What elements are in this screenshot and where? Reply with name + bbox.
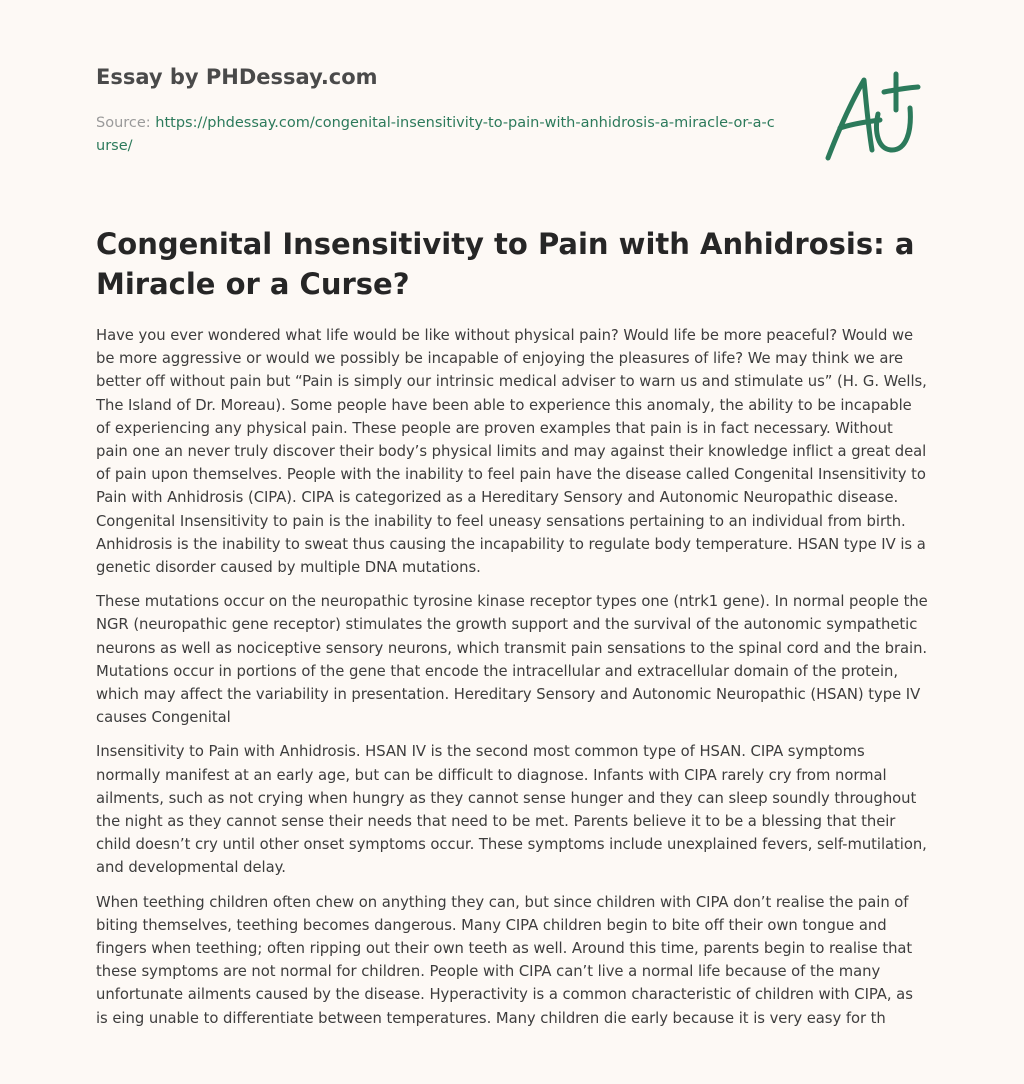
a-plus-logo-icon	[820, 70, 924, 166]
source-link[interactable]: https://phdessay.com/congenital-insensitivity-to-pain-with-anhidrosis-a-miracle-or-a-curse/	[96, 115, 775, 154]
essay-paragraph: Have you ever wondered what life would be like without physical pain? Would life be more peaceful? Would we be more aggressive or would we possibly be incapable of enjoying the pleasures of life? We may think we are better off without pain but “Pain is simply our intrinsic medical adviser to warn us and stimulate us” (H. G. Wells, The Island of Dr. Moreau). Some people have been able to experience this anomaly, the ability to be incapable of experiencing any physical pain. These people are proven examples that pain is in fact necessary. Without pain one an never truly discover their body’s physical limits and may against their knowledge inflict a great deal of pain upon themselves. People with the inability to feel pain have the disease called Congenital Insensitivity to Pain with Anhidrosis (CIPA). CIPA is categorized as a Hereditary Sensory and Autonomic Neuropathic disease. Congenital Insensitivity to pain is the inability to feel uneasy sensations pertaining to an individual from birth. Anhidrosis is the inability to sweat thus causing the incapability to regulate body temperature. HSAN type IV is a genetic disorder caused by multiple DNA mutations.	[96, 327, 927, 577]
source-line	[96, 112, 776, 158]
essay-paragraph: These mutations occur on the neuropathic tyrosine kinase receptor types one (ntrk1 gene). In normal people the NGR (neuropathic gene receptor) stimulates the growth support and the survival of the autonomic sympathetic neurons as well as nociceptive sensory neurons, which transmit pain sensations to the spinal cord and the brain. Mutations occur in portions of the gene that encode the intracellular and extracellular domain of the protein, which may affect the variability in presentation. Hereditary Sensory and Autonomic Neuropathic (HSAN) type IV causes Congenital	[96, 593, 928, 727]
essay-title: Congenital Insensitivity to Pain with Anhidrosis: a Miracle or a Curse?	[96, 227, 915, 301]
essay-paragraph: Insensitivity to Pain with Anhidrosis. HSAN IV is the second most common type of HSAN. CIPA symptoms normally manifest at an early age, but can be difficult to diagnose. Infants with CIPA rarely cry from normal ailments, such as not crying when hungry as they cannot sense hunger and they can sleep soundly throughout the night as they cannot sense their needs that need to be met. Parents believe it to be a blessing that their child doesn’t cry until other onset symptoms occur. These symptoms include unexplained fevers, self-mutilation, and developmental delay.	[96, 743, 927, 877]
essay-paragraph: When teething children often chew on anything they can, but since children with CIPA don’t realise the pain of biting themselves, teething becomes dangerous. Many CIPA children begin to bite off their own tongue and fingers when teething; often ripping out their own teeth as well. Around this time, parents begin to realise that these symptoms are not normal for children. People with CIPA can’t live a normal life because of the many unfortunate ailments caused by the disease. Hyperactivity is a common characteristic of children with CIPA, as is eing unable to differentiate between temperatures. Many children die early because it is very easy for th	[96, 893, 913, 1027]
site-brand: Essay by PHDessay.com	[96, 65, 378, 89]
source-label: Source:	[96, 115, 156, 131]
essay-body	[96, 324, 928, 1064]
